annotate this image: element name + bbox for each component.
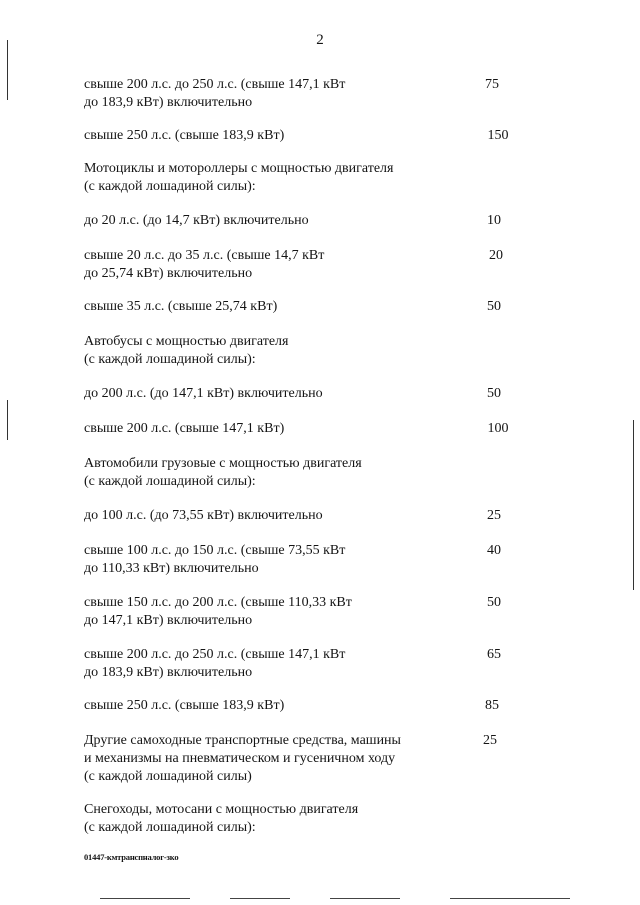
tax-rate-row	[84, 801, 524, 837]
tax-rate-row	[84, 127, 524, 145]
tax-rate-row	[84, 333, 524, 369]
description-line: свыше 20 л.с. до 35 л.с. (свыше 14,7 кВт	[84, 248, 325, 263]
vehicle-category-description	[84, 247, 464, 283]
tax-rate-row	[84, 212, 524, 230]
description-line: свыше 200 л.с. (свыше 147,1 кВт)	[84, 421, 285, 436]
tax-rate-row	[84, 247, 524, 283]
tax-rate-value: 25	[487, 508, 501, 523]
tax-rate-row	[84, 455, 524, 491]
scan-artifact-left-margin	[7, 400, 8, 440]
vehicle-category-description	[84, 333, 464, 369]
scan-artifact-right-margin	[633, 420, 634, 590]
vehicle-category-description	[84, 732, 464, 786]
tax-rate-value: 50	[487, 386, 501, 401]
description-line: свыше 200 л.с. до 250 л.с. (свыше 147,1 кВт	[84, 647, 346, 662]
tax-rate-row	[84, 646, 524, 682]
description-line: (с каждой лошадиной силы):	[84, 179, 256, 194]
tax-rate-row	[84, 697, 524, 715]
vehicle-category-description	[84, 385, 464, 403]
tax-rate-value: 85	[485, 698, 499, 713]
vehicle-category-description	[84, 420, 464, 438]
description-line: Автомобили грузовые с мощностью двигателя	[84, 456, 362, 471]
tax-rate-row	[84, 298, 524, 316]
vehicle-category-description	[84, 697, 464, 715]
tax-rate-row	[84, 420, 524, 438]
description-line: (с каждой лошадиной силы):	[84, 820, 256, 835]
description-line: свыше 250 л.с. (свыше 183,9 кВт)	[84, 698, 285, 713]
tax-rate-row	[84, 507, 524, 525]
tax-rate-value: 50	[487, 299, 501, 314]
description-line: и механизмы на пневматическом и гусеничном ходу	[84, 751, 396, 766]
description-line: Другие самоходные транспортные средства, машины	[84, 733, 401, 748]
description-line: свыше 200 л.с. до 250 л.с. (свыше 147,1 кВт	[84, 77, 346, 92]
vehicle-category-description	[84, 160, 464, 196]
tax-rate-value: 100	[487, 421, 509, 436]
tax-rate-value: 75	[485, 77, 499, 92]
description-line: (с каждой лошадиной силы):	[84, 474, 256, 489]
description-line: до 25,74 кВт) включительно	[84, 266, 253, 281]
description-line: свыше 150 л.с. до 200 л.с. (свыше 110,33 кВт	[84, 595, 352, 610]
description-line: до 20 л.с. (до 14,7 кВт) включительно	[84, 213, 309, 228]
tax-rate-value: 150	[487, 128, 509, 143]
vehicle-category-description	[84, 507, 464, 525]
scan-artifact-bottom-edge	[230, 898, 290, 899]
vehicle-category-description	[84, 455, 464, 491]
description-line: Мотоциклы и мотороллеры с мощностью двигателя	[84, 161, 394, 176]
tax-rate-value: 20	[489, 248, 503, 263]
scan-artifact-bottom-edge	[330, 898, 400, 899]
document-footer-code: 01447-кмтранспналог-зко	[84, 852, 179, 862]
tax-rate-value: 25	[483, 733, 497, 748]
tax-rate-row	[84, 594, 524, 630]
description-line: до 100 л.с. (до 73,55 кВт) включительно	[84, 508, 323, 523]
description-line: до 183,9 кВт) включительно	[84, 665, 253, 680]
description-line: свыше 100 л.с. до 150 л.с. (свыше 73,55 кВт	[84, 543, 346, 558]
tax-rate-value: 65	[487, 647, 501, 662]
tax-rate-row	[84, 76, 524, 112]
tax-rate-value: 50	[487, 595, 501, 610]
scan-artifact-left-margin	[7, 40, 8, 100]
description-line: (с каждой лошадиной силы):	[84, 352, 256, 367]
description-line: до 110,33 кВт) включительно	[84, 561, 259, 576]
tax-rate-row	[84, 160, 524, 196]
scan-artifact-bottom-edge	[450, 898, 570, 899]
scan-artifact-bottom-edge	[100, 898, 190, 899]
description-line: до 200 л.с. (до 147,1 кВт) включительно	[84, 386, 323, 401]
description-line: Снегоходы, мотосани с мощностью двигателя	[84, 802, 359, 817]
vehicle-category-description	[84, 801, 464, 837]
vehicle-category-description	[84, 212, 464, 230]
page-number: 2	[316, 32, 324, 48]
tax-rate-row	[84, 542, 524, 578]
tax-rate-value: 40	[487, 543, 501, 558]
description-line: до 147,1 кВт) включительно	[84, 613, 253, 628]
vehicle-category-description	[84, 76, 464, 112]
description-line: свыше 35 л.с. (свыше 25,74 кВт)	[84, 299, 278, 314]
vehicle-category-description	[84, 594, 464, 630]
vehicle-category-description	[84, 298, 464, 316]
description-line: (с каждой лошадиной силы)	[84, 769, 252, 784]
description-line: свыше 250 л.с. (свыше 183,9 кВт)	[84, 128, 285, 143]
tax-rate-row	[84, 385, 524, 403]
tax-rate-value: 10	[487, 213, 501, 228]
vehicle-category-description	[84, 542, 464, 578]
description-line: до 183,9 кВт) включительно	[84, 95, 253, 110]
vehicle-category-description	[84, 646, 464, 682]
vehicle-category-description	[84, 127, 464, 145]
description-line: Автобусы с мощностью двигателя	[84, 334, 289, 349]
tax-rate-row	[84, 732, 524, 786]
